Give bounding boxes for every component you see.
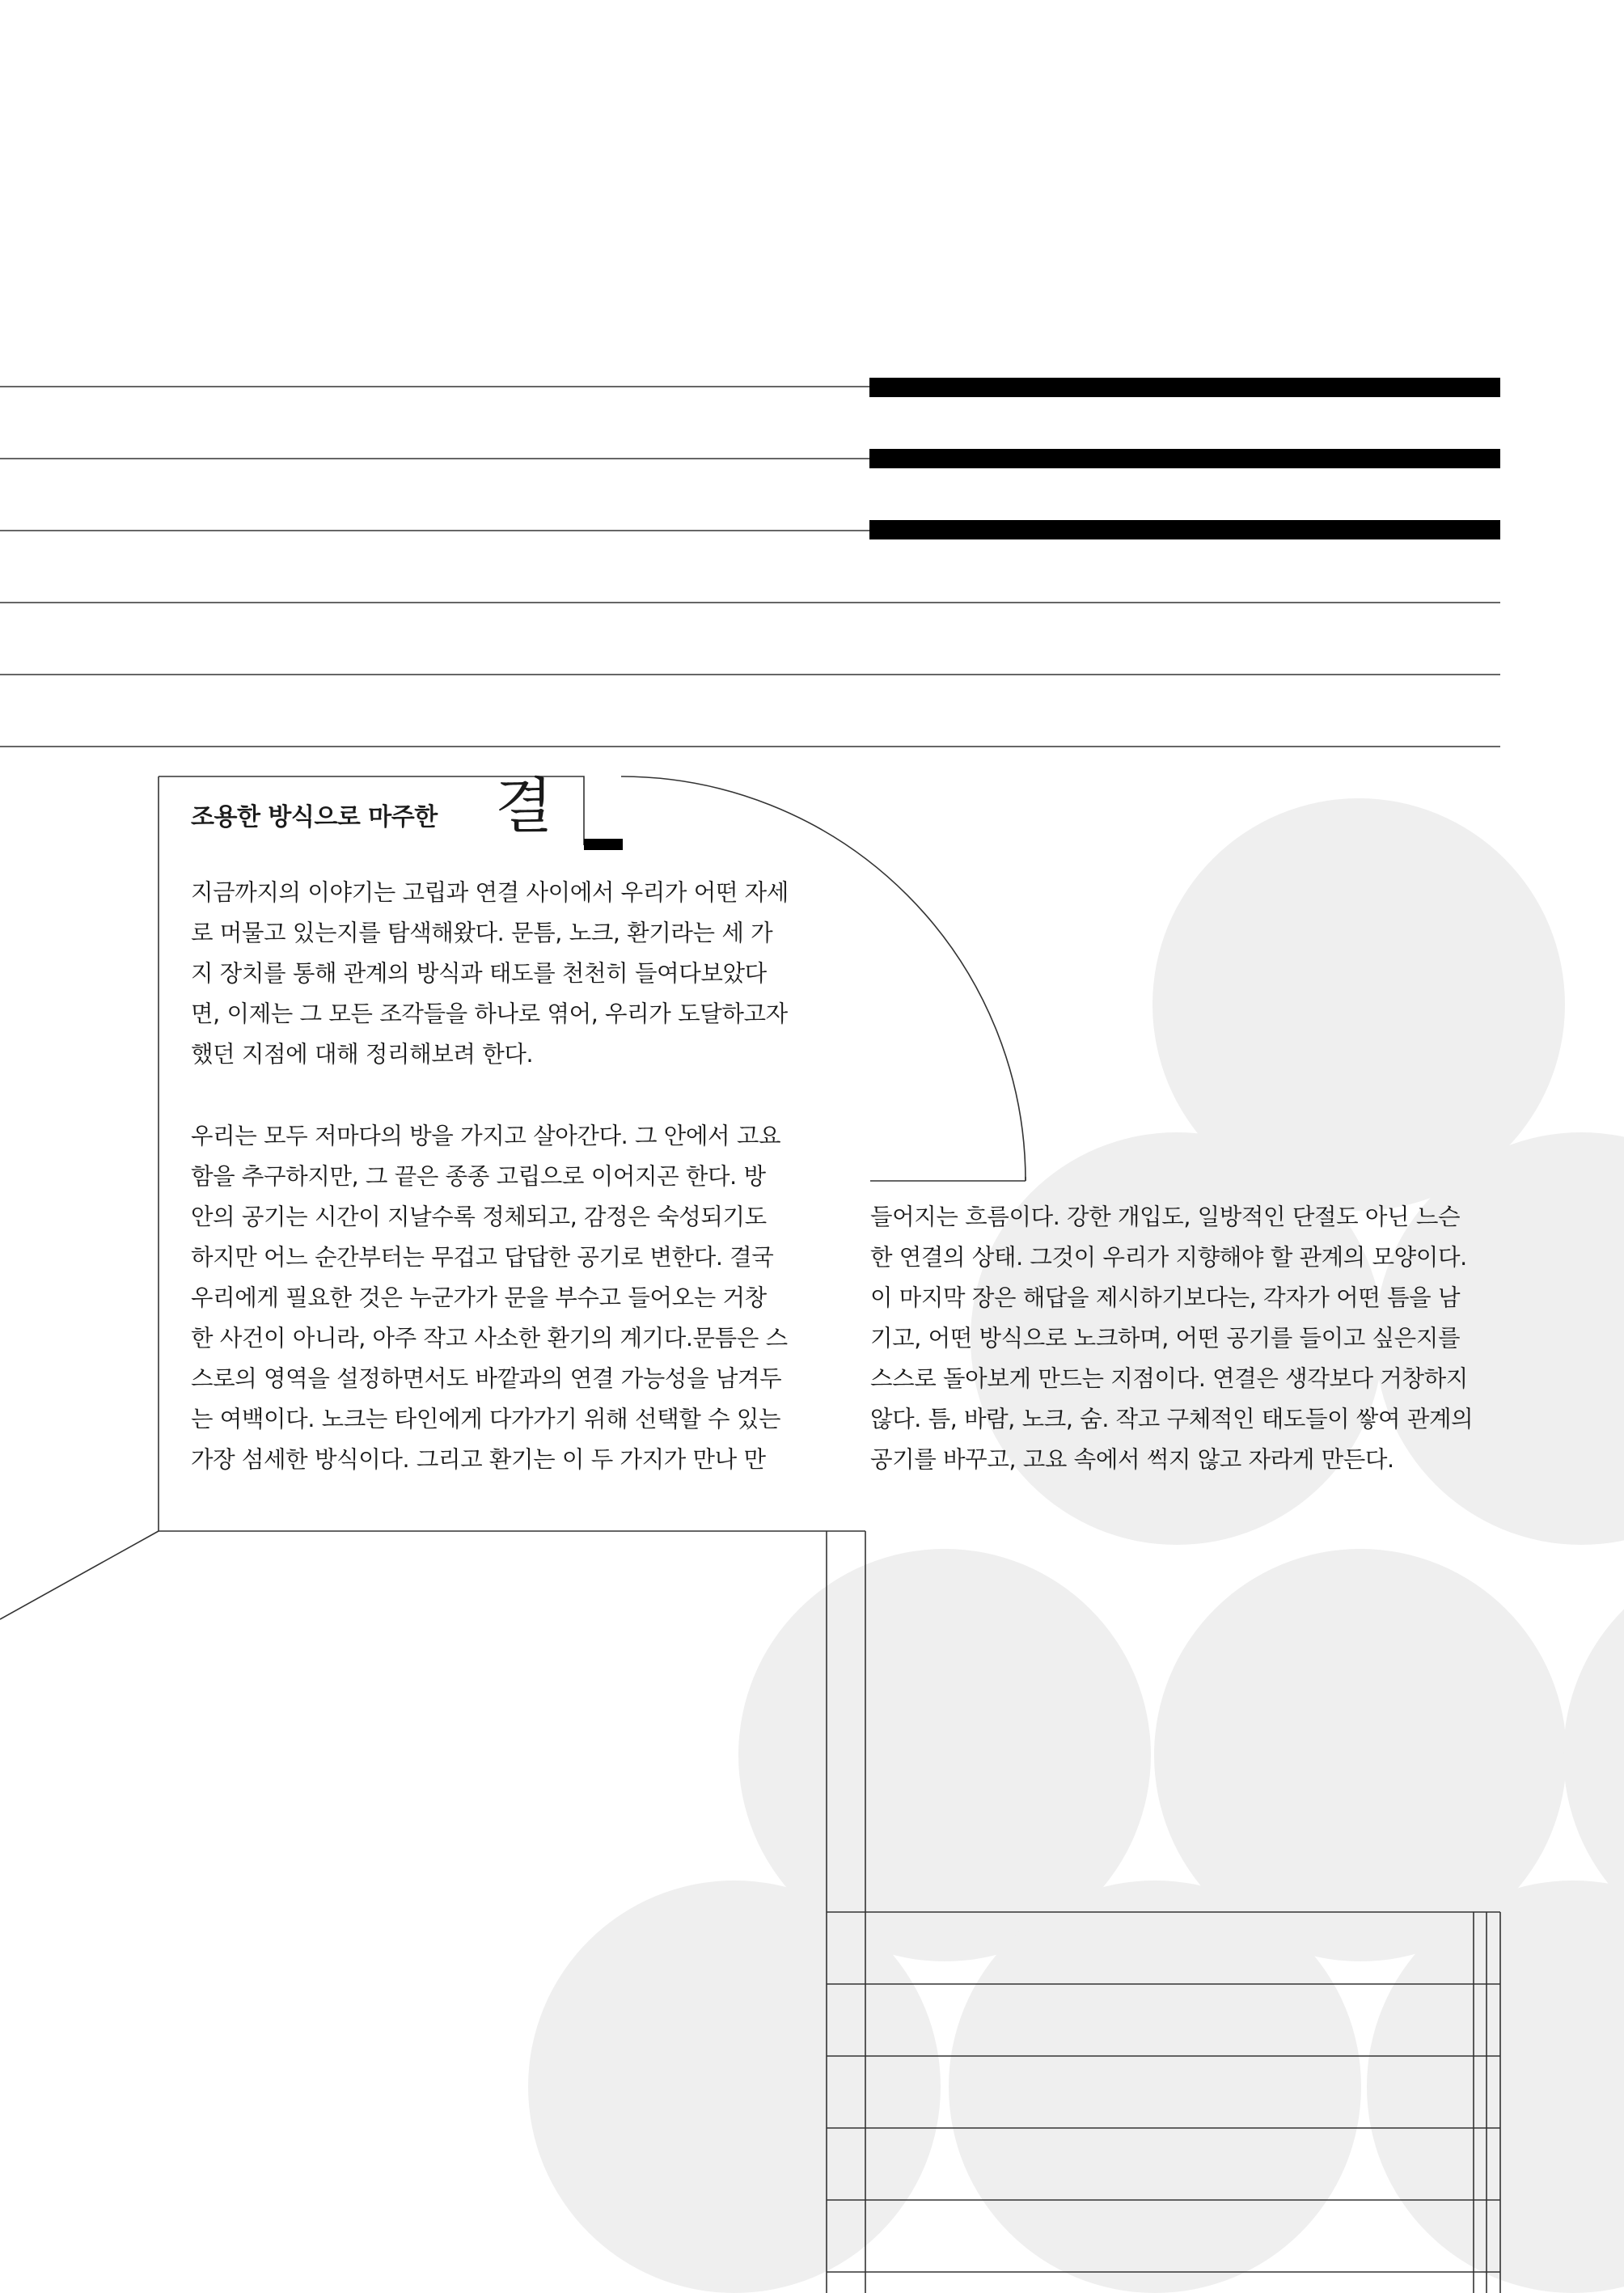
text-line: 한 사건이 아니라, 아주 작고 사소한 환기의 계기다.문틈은 스 xyxy=(191,1325,788,1352)
circle xyxy=(949,1881,1361,2293)
text-line: 않다. 틈, 바람, 노크, 숨. 작고 구체적인 태도들이 쌓여 관계의 xyxy=(870,1406,1474,1432)
paragraph-body xyxy=(191,1116,788,1480)
text-line: 우리에게 필요한 것은 누군가가 문을 부수고 들어오는 거창 xyxy=(191,1284,767,1311)
section-heading: 조용한 방식으로 마주한 xyxy=(191,803,438,831)
text-line: 했던 지점에 대해 정리해보려 한다. xyxy=(191,1041,534,1068)
text-line: 는 여백이다. 노크는 타인에게 다가가기 위해 선택할 수 있는 xyxy=(191,1406,781,1432)
heading-marker xyxy=(584,839,623,850)
text-line: 가장 섬세한 방식이다. 그리고 환기는 이 두 가지가 만나 만 xyxy=(191,1446,766,1473)
circle xyxy=(528,1881,941,2293)
text-line: 안의 공기는 시간이 지날수록 정체되고, 감정은 숙성되기도 xyxy=(191,1204,767,1230)
text-line: 이 마지막 장은 해답을 제시하기보다는, 각자가 어떤 틈을 남 xyxy=(870,1284,1461,1311)
text-line: 지 장치를 통해 관계의 방식과 태도를 천천히 들여다보았다 xyxy=(191,960,767,987)
section-heading-glyph: 결 xyxy=(495,772,553,841)
text-line: 공기를 바꾸고, 고요 속에서 썩지 않고 자라게 만든다. xyxy=(870,1446,1394,1473)
text-line: 지금까지의 이야기는 고립과 연결 사이에서 우리가 어떤 자세 xyxy=(191,879,789,906)
text-line: 로 머물고 있는지를 탐색해왔다. 문틈, 노크, 환기라는 세 가 xyxy=(191,920,773,946)
text-line: 기고, 어떤 방식으로 노크하며, 어떤 공기를 들이고 싶은지를 xyxy=(870,1325,1461,1352)
paragraph-intro xyxy=(191,873,789,1075)
text-line: 스스로 돌아보게 만드는 지점이다. 연결은 생각보다 거창하지 xyxy=(870,1365,1468,1392)
text-line: 면, 이제는 그 모든 조각들을 하나로 엮어, 우리가 도달하고자 xyxy=(191,1001,788,1027)
text-line: 들어지는 흐름이다. 강한 개입도, 일방적인 단절도 아닌 느슨 xyxy=(870,1204,1461,1230)
text-line: 스로의 영역을 설정하면서도 바깥과의 연결 가능성을 남겨두 xyxy=(191,1365,782,1392)
text-line: 하지만 어느 순간부터는 무겁고 답답한 공기로 변한다. 결국 xyxy=(191,1244,774,1271)
top-rules xyxy=(0,387,1500,747)
paragraph-conclusion xyxy=(870,1197,1473,1480)
text-line: 함을 추구하지만, 그 끝은 종종 고립으로 이어지곤 한다. 방 xyxy=(191,1163,766,1190)
text-line: 우리는 모두 저마다의 방을 가지고 살아간다. 그 안에서 고요 xyxy=(191,1123,781,1149)
text-line: 한 연결의 상태. 그것이 우리가 지향해야 할 관계의 모양이다. xyxy=(870,1244,1467,1271)
thick-bars xyxy=(869,378,1500,539)
